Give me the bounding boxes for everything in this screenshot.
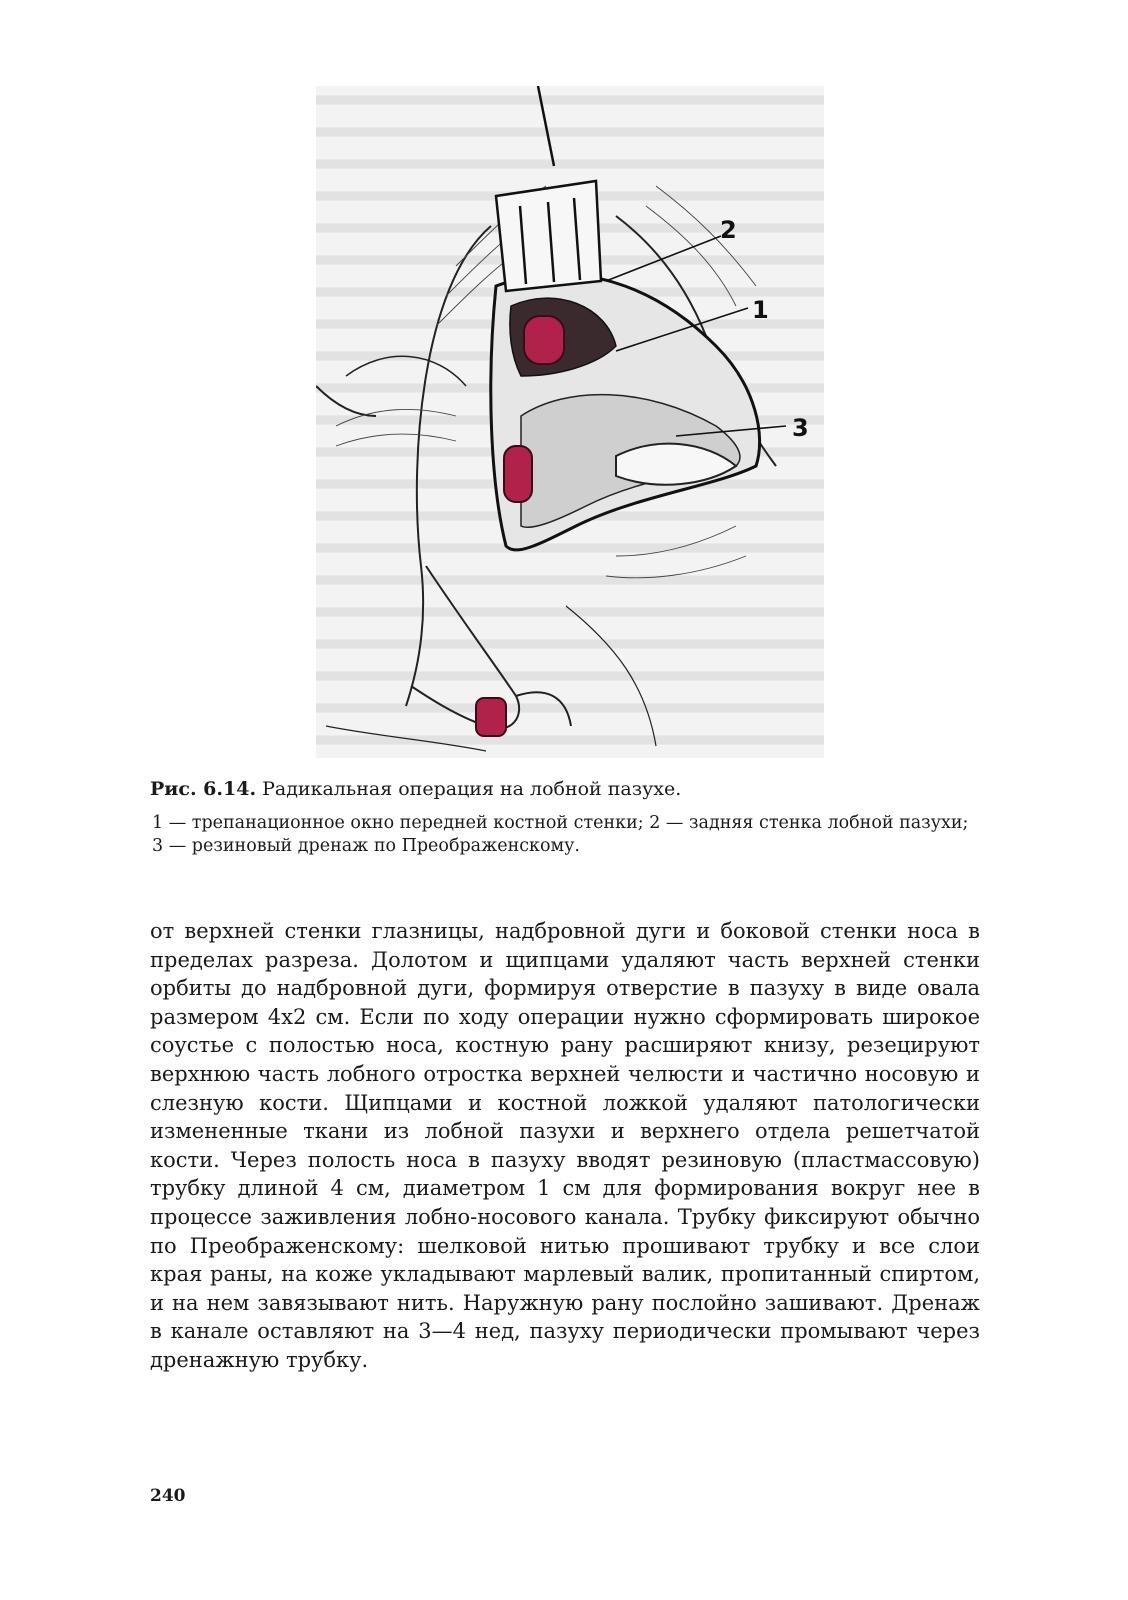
caption-legend: 1 — трепанационное окно передней костной стенки; 2 — задняя стенка лобной пазухи; 3 — резиновый дренаж по Преображенскому.	[152, 813, 969, 856]
caption-number: Рис. 6.14.	[150, 778, 257, 800]
figure-label-2: 2	[720, 216, 737, 244]
figure-label-1: 1	[752, 296, 769, 324]
figure-label-3: 3	[792, 414, 809, 442]
body-text	[150, 917, 980, 1375]
figure-caption	[150, 776, 980, 858]
surgery-illustration	[316, 86, 824, 758]
caption-title: Радикальная операция на лобной пазухе.	[262, 778, 682, 800]
page-number: 240	[150, 1486, 186, 1506]
body-paragraph: от верхней стенки глазницы, надбровной дуги и боковой стенки носа в пределах разреза. Долотом и щипцами удаляют часть верхней стенки орбиты до надбровной дуги, формируя отверстие в пазуху в виде овала размером 4х2 см. Если по ходу операции нужно сформировать широкое соустье с полостью носа, костную рану расширяют книзу, резецируют верхнюю часть лобного отростка верхней челюсти и частично носовую и слезную кости. Щипцами и костной ложкой удаляют патологически измененные ткани из лобной пазухи и верхнего отдела решетчатой кости. Через полость носа в пазуху вводят резиновую (пластмассовую) трубку длиной 4 см, диаметром 1 см для формирования вокруг нее в процессе заживления лобно-носового канала. Трубку фиксируют обычно по Преображенскому: шелковой нитью прошивают трубку и все слои края раны, на коже укладывают марлевый валик, пропитанный спиртом, и на нем завязывают нить. Наружную рану послойно зашивают. Дренаж в канале оставляют на 3—4 нед, пазуху периодически промывают через дренажную трубку.	[150, 919, 980, 1372]
